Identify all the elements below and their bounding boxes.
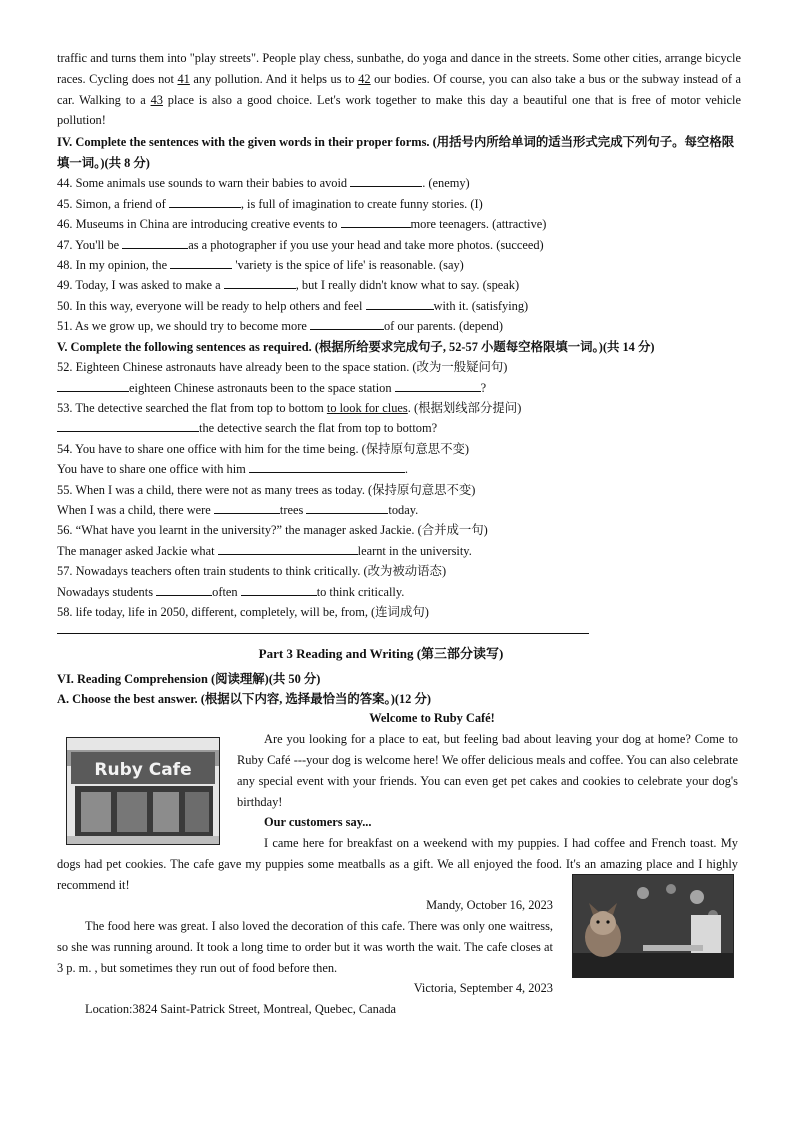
question-55: 55. When I was a child, there were not as many trees as today. (保持原句意思不变) — [57, 482, 476, 497]
answer-blank[interactable] — [241, 584, 317, 596]
question-45: 45. Simon, a friend of , is full of imagination to create funny stories. (I) — [57, 196, 483, 211]
answer-blank[interactable] — [170, 257, 232, 269]
section-6a-title: A. Choose the best answer. (根据以下内容, 选择最恰当的答案。)(12 分) — [57, 691, 431, 706]
section-4-items — [57, 173, 741, 336]
passage-continuation — [57, 48, 741, 131]
ad-heading: Welcome to Ruby Café! — [369, 711, 495, 726]
passage-text: any pollution. And it helps us to — [189, 71, 359, 86]
answer-blank[interactable] — [169, 196, 241, 208]
underlined-phrase: to look for clues — [326, 401, 408, 416]
review-victoria-signature: Victoria, September 4, 2023 — [413, 981, 553, 996]
answer-blank[interactable] — [249, 461, 405, 473]
question-54: 54. You have to share one office with him for the time being. (保持原句意思不变) — [57, 441, 470, 456]
cafe-storefront-illustration — [67, 738, 219, 844]
answer-55: When I was a child, there were trees today. — [57, 503, 419, 518]
blank-41: 41 — [177, 71, 190, 86]
section-6-title: VI. Reading Comprehension (阅读理解)(共 50 分) — [57, 671, 321, 686]
question-47: 47. You'll be as a photographer if you use your head and take more photos. (succeed) — [57, 237, 544, 252]
question-48: 48. In my opinion, the 'variety is the spice of life' is reasonable. (say) — [57, 258, 464, 272]
answer-blank[interactable] — [366, 298, 434, 310]
question-58: 58. life today, life in 2050, different, completely, will be, from, (连词成句) — [57, 605, 429, 620]
section-5-title: V. Complete the following sentences as required. (根据所给要求完成句子, 52-57 小题每空格限填一词。)(共 14 分) — [57, 339, 655, 354]
answer-blank[interactable] — [341, 216, 411, 228]
answer-blank[interactable] — [156, 584, 212, 596]
review-mandy-signature: Mandy, October 16, 2023 — [426, 898, 553, 913]
answer-blank[interactable] — [306, 502, 388, 514]
answer-56: The manager asked Jackie what learnt in the university. — [57, 543, 472, 558]
passage-text: place is also a good choice. Let's work together to make this day a beautiful one that is free of motor vehicle pollution! — [57, 92, 742, 128]
blank-42: 42 — [358, 71, 371, 86]
question-49: 49. Today, I was asked to make a , but I really didn't know what to say. (speak) — [57, 278, 520, 293]
answer-blank[interactable] — [350, 175, 422, 187]
answer-54: You have to share one office with him . — [57, 462, 409, 477]
cafe-sign-text: Ruby Cafe — [94, 760, 192, 781]
ad-intro: Are you looking for a place to eat, but feeling bad about leaving your dog at home? Come to Ruby Café ---your dog is welcome here! We offer delicious meals and coffee. You can also celebrate any special event with your friends. You can even get pet cakes and cookies to celebrate your dog's birthday! — [237, 732, 738, 809]
answer-52: eighteen Chinese astronauts been to the space station ? — [57, 378, 741, 398]
answer-blank[interactable] — [57, 420, 199, 432]
passage-text: traffic and turns them into "play streets". People play chess, sunbathe, do yoga and dance in the streets. Some other cities, arrange bicycle races. Cycling does not — [57, 51, 741, 86]
question-53: 53. The detective searched the flat from top to bottom to look for clues. (根据划线部分提问) — [57, 401, 522, 416]
answer-blank[interactable] — [224, 277, 296, 289]
exam-page — [57, 48, 741, 1031]
answer-blank[interactable] — [57, 380, 129, 392]
section-4-title: IV. Complete the sentences with the given words in their proper forms. (用括号内所给单词的适当形式完成下列句子。每空格限填一词。)(共 8 分) — [57, 135, 735, 170]
passage-text: our bodies. Of course, you can also take a bus or the subway instead of a car. Walking to a — [57, 71, 741, 107]
ruby-cafe-ad — [57, 709, 741, 1031]
answer-57: Nowadays students often to think critically. — [57, 584, 405, 599]
blank-43: 43 — [150, 92, 163, 107]
answer-blank[interactable] — [395, 380, 481, 392]
answer-blank[interactable] — [218, 543, 358, 555]
question-50: 50. In this way, everyone will be ready to help others and feel with it. (satisfying) — [57, 298, 529, 313]
answer-blank[interactable] — [310, 318, 384, 330]
question-44: 44. Some animals use sounds to warn their babies to avoid . (enemy) — [57, 176, 470, 191]
question-46: 46. Museums in China are introducing creative events to more teenagers. (attractive) — [57, 217, 547, 232]
part-3-title: Part 3 Reading and Writing (第三部分读写) — [258, 645, 504, 661]
customers-heading: Our customers say... — [264, 815, 372, 830]
cafe-storefront-image — [66, 737, 220, 845]
question-52: 52. Eighteen Chinese astronauts have already been to the space station. (改为一般疑问句) — [57, 360, 508, 375]
dog-at-cafe-image — [572, 874, 734, 978]
review-mandy: I came here for breakfast on a weekend with my puppies. I had coffee and French toast. My dogs had pet cookies. The cafe gave my puppies some meatballs as a gift. We all enjoyed the food. It's an amazing place and I highly recommend it! — [57, 836, 738, 892]
question-57: 57. Nowadays teachers often train students to think critically. (改为被动语态) — [57, 564, 447, 579]
answer-53: the detective search the flat from top to bottom? — [57, 418, 741, 438]
review-victoria: The food here was great. I also loved the decoration of this cafe. There was only one waitress, so she was running around. It took a long time to order but it was worth the wait. The cafe closes at 3 p. m. , but sometimes they run out of food before then. — [57, 919, 553, 975]
question-51: 51. As we grow up, we should try to become more of our parents. (depend) — [57, 319, 503, 334]
answer-58-line[interactable] — [57, 633, 589, 634]
dog-at-cafe-illustration — [573, 875, 733, 977]
answer-blank[interactable] — [122, 237, 188, 249]
cafe-location: Location:3824 Saint-Patrick Street, Montreal, Quebec, Canada — [85, 1002, 397, 1017]
question-56: 56. “What have you learnt in the university?” the manager asked Jackie. (合并成一句) — [57, 523, 488, 538]
answer-blank[interactable] — [214, 502, 280, 514]
